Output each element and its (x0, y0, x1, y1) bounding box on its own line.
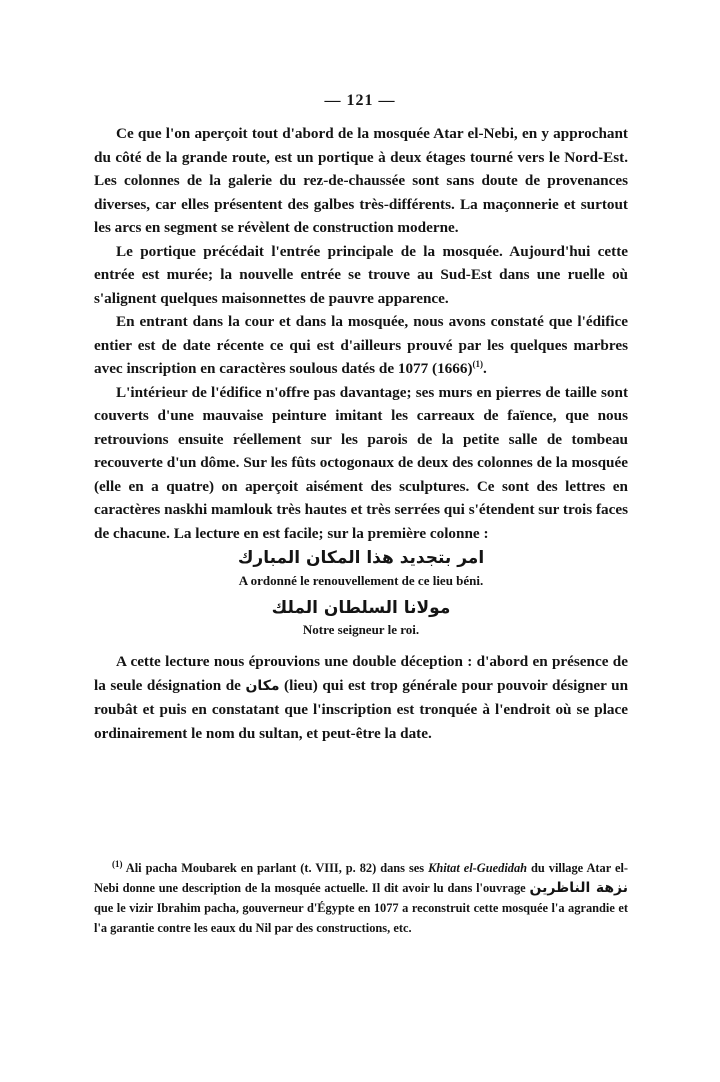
footnote-mark: (1) (112, 858, 123, 869)
paragraph-5-text-b: (lieu) qui est trop générale pour pouvoir désigner un roubât et puis en constatant que l'inscription est tronquée à l'endroit où se place ordinairement le nom du sultan, et peut-être la date. (94, 676, 629, 742)
paragraph-5-arabic-word: مكان (245, 677, 280, 694)
footnote-arabic-title: نزهة الناظرين (529, 880, 628, 896)
footnote-text-b: du village Atar el-Nebi donne une description de la mosquée actuelle. Il dit avoir lu dans l'ouvrage (94, 861, 629, 895)
paragraph-1: Ce que l'on aperçoit tout d'abord de la mosquée Atar el-Nebi, en y approchant du côté de la grande route, est un portique à deux étages tourné vers le Nord-Est. Les colonnes de la galerie du rez-de-chaussée sont sans doute de provenances diverses, car elles présentent des galbes très-différents. La maçonnerie et surtout les arcs en segment se révèlent de construction moderne. (94, 125, 628, 236)
footnote-book-title: Khitat el-Guedidah (428, 861, 528, 875)
footnote-reference: (1) (472, 358, 484, 369)
paragraph-3-text: En entrant dans la cour et dans la mosquée, nous avons constaté que l'édifice entier est de date récente ce qui est d'ailleurs prouvé par les quelques marbres avec inscription en caractères soulous datés de 1077 (1666) (94, 313, 628, 377)
main-text (94, 122, 628, 745)
footnote-text-c: que le vizir Ibrahim pacha, gouverneur d'Égypte en 1077 a reconstruit cette mosquée l'a agrandie et l'a garantie contre les eaux du Nil par des constructions, etc. (94, 901, 628, 935)
paragraph-2: Le portique précédait l'entrée principale de la mosquée. Aujourd'hui cette entrée est murée; la nouvelle entrée se trouve au Sud-Est dans une ruelle où s'alignent quelques maisonnettes de pauvre apparence. (94, 242, 628, 307)
inscription-1-arabic: امر بتجديد هذا المكان المبارك (237, 548, 485, 568)
inscription-1-translation: A ordonné le renouvellement de ce lieu béni. (238, 572, 484, 588)
inscription-2-arabic: مولانا السلطان الملك (271, 597, 451, 618)
paragraph-5-text-a: A cette lecture nous éprouvions une double déception : d'abord en présence de la seule désignation de (94, 653, 628, 694)
footnote-paragraph (94, 858, 628, 938)
footnote-text-a: Ali pacha Moubarek en parlant (t. VIII, p. 82) dans ses (125, 861, 425, 875)
paragraph-5 (94, 650, 628, 745)
page-number: — 121 — (324, 92, 396, 109)
paragraph-4: L'intérieur de l'édifice n'offre pas davantage; ses murs en pierres de taille sont couverts d'une mauvaise peinture imitant les carreaux de faïence, que nous retrouvions ensuite réellement sur les parois de la petite salle de tombeau recouverte d'un dôme. Sur les fûts octogonaux de deux des colonnes de la mosquée (elle en a quatre) on aperçoit aisément des sculptures. Ce sont des lettres en caractères naskhi mamlouk très hautes et très serrées qui s'étendent sur trois faces de chacune. La lecture en est facile; sur la première colonne : (94, 383, 629, 542)
inscription-2-translation: Notre seigneur le roi. (302, 622, 420, 637)
paragraph-3-end: . (483, 360, 487, 377)
footnote (94, 858, 628, 938)
inscription-2 (94, 597, 628, 641)
paragraph-3 (94, 310, 628, 381)
inscription-1 (94, 547, 628, 591)
